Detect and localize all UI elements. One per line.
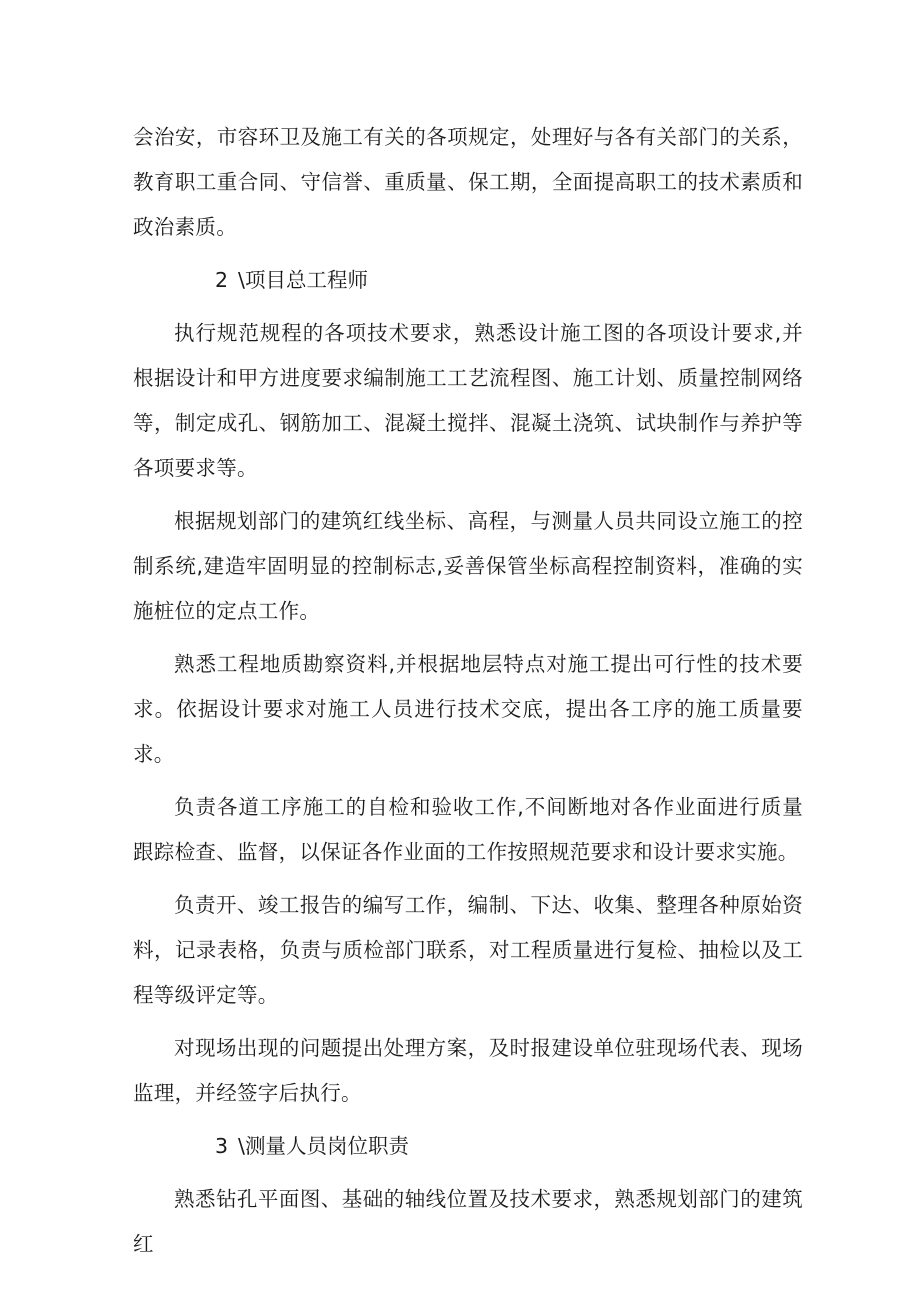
paragraph: 根据规划部门的建筑红线坐标、高程，与测量人员共同设立施工的控制系统,建造牢固明显的控制标志,妥善保管坐标高程控制资料，准确的实施桩位的定点工作。 [133,509,803,623]
section-title: \测量人员岗位职责 [238,1134,409,1158]
paragraph-continuation: 会治安，市容环卫及施工有关的各项规定，处理好与各有关部门的关系，教育职工重合同、守信誉、重质量、保工期，全面提高职工的技术素质和政治素质。 [133,125,803,239]
paragraph: 负责各道工序施工的自检和验收工作,不间断地对各作业面进行质量跟踪检查、监督，以保证各作业面的工作按照规范要求和设计要求实施。 [133,795,803,864]
paragraph: 对现场出现的问题提出处理方案，及时报建设单位驻现场代表、现场监理，并经签字后执行。 [133,1036,803,1105]
section-heading-surveyor [133,1124,803,1169]
document-body [133,115,803,1275]
section-title: \项目总工程师 [238,268,368,292]
paragraph: 熟悉工程地质勘察资料,并根据地层特点对施工提出可行性的技术要求。依据设计要求对施工人员进行技术交底，提出各工序的施工质量要求。 [133,652,803,766]
paragraph: 熟悉钻孔平面图、基础的轴线位置及技术要求，熟悉规划部门的建筑红 [133,1187,803,1256]
paragraph: 负责开、竣工报告的编写工作，编制、下达、收集、整理各种原始资料，记录表格，负责与质检部门联系，对工程质量进行复检、抽检以及工程等级评定等。 [133,893,803,1007]
section-number: 3 [215,1134,229,1158]
paragraph: 执行规范规程的各项技术要求，熟悉设计施工图的各项设计要求,并根据设计和甲方进度要求编制施工工艺流程图、施工计划、质量控制网络等，制定成孔、钢筋加工、混凝土搅拌、混凝土浇筑、试块制作与养护等各项要求等。 [133,321,803,480]
section-heading-chief-engineer [133,258,803,303]
section-number: 2 [215,268,229,292]
